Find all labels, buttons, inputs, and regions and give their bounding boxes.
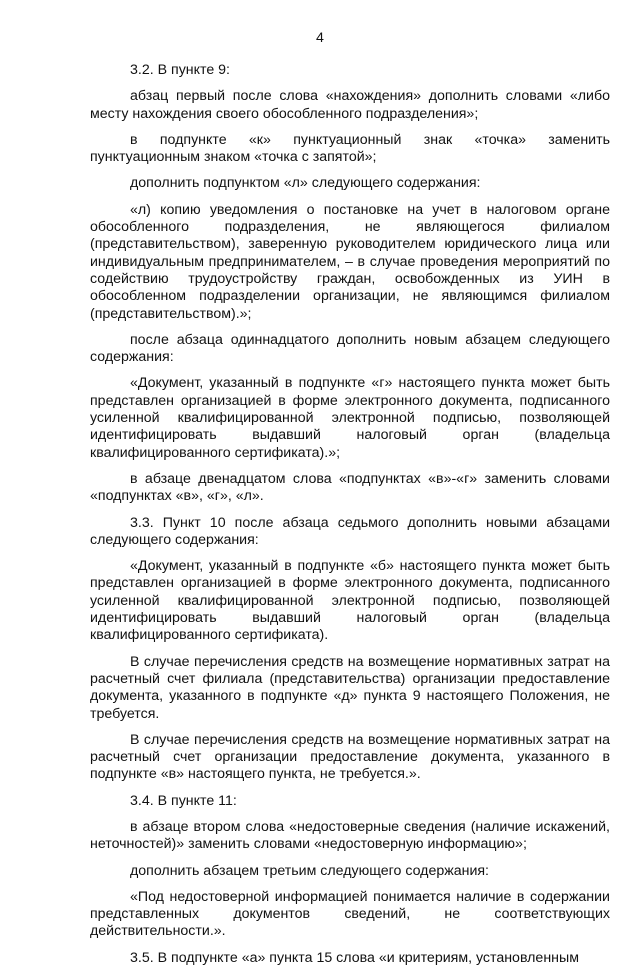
paragraph: дополнить подпунктом «л» следующего содержания: (130, 175, 481, 192)
paragraph: 3.3. Пункт 10 после абзаца седьмого дополнить новыми абзацами следующего содержания: (90, 514, 610, 548)
paragraph: В случае перечисления средств на возмещение нормативных затрат на расчетный счет организации предоставление документа, указанного в подпункте «в» настоящего пункта, не требуется.». (90, 731, 610, 783)
paragraph: в подпункте «к» пунктуационный знак «точка» заменить пунктуационным знаком «точка с запятой»; (90, 131, 610, 166)
page-number: 4 (316, 30, 324, 46)
document-body (90, 62, 610, 976)
paragraph: 3.4. В пункте 11: (130, 792, 237, 809)
paragraph: в абзаце двенадцатом слова «подпунктах «в»-«г» заменить словами «подпунктах «в», «г», «л». (90, 470, 610, 505)
paragraph: «Под недостоверной информацией понимается наличие в содержании представленных документов сведений, не соответствующих действительности.». (90, 888, 610, 940)
paragraph: 3.2. В пункте 9: (130, 62, 230, 78)
paragraph: дополнить абзацем третьим следующего содержания: (130, 862, 489, 879)
paragraph: в абзаце втором слова «недостоверные сведения (наличие искажений, неточностей)» заменить словами «недостоверную информацию»; (90, 818, 610, 853)
paragraph: 3.5. В подпункте «а» пункта 15 слова «и критериям, установленным (130, 949, 579, 966)
paragraph: «л) копию уведомления о постановке на учет в налоговом органе обособленного подразделения, не являющегося филиалом (представительством), заверенную руководителем юридического лица или индивидуальным предпринимателем, – в случае проведения мероприятий по содействию трудоустройству граждан, освобожденных из УИН в обособленном подразделении организации, не являющимся филиалом (представительством).»; (90, 201, 610, 322)
paragraph: «Документ, указанный в подпункте «б» настоящего пункта может быть представлен организацией в форме электронного документа, подписанного усиленной квалифицированной электронной подписью, позволяющей идентифицировать выдавший налоговый орган (владельца квалифицированного сертификата). (90, 558, 610, 644)
paragraph: абзац первый после слова «нахождения» дополнить словами «либо месту нахождения своего обособленного подразделения»; (90, 88, 610, 122)
paragraph: «Документ, указанный в подпункте «г» настоящего пункта может быть представлен организацией в форме электронного документа, подписанного усиленной квалифицированной электронной подписью, позволяющей идентифицировать выдавший налоговый орган (владельца квалифицированного сертификата).»; (90, 375, 610, 461)
paragraph: В случае перечисления средств на возмещение нормативных затрат на расчетный счет филиала (представительства) организации предоставление документа, указанного в подпункте «д» пункта 9 настоящего Положения, не требуется. (90, 653, 610, 722)
paragraph: после абзаца одиннадцатого дополнить новым абзацем следующего содержания: (90, 331, 610, 366)
